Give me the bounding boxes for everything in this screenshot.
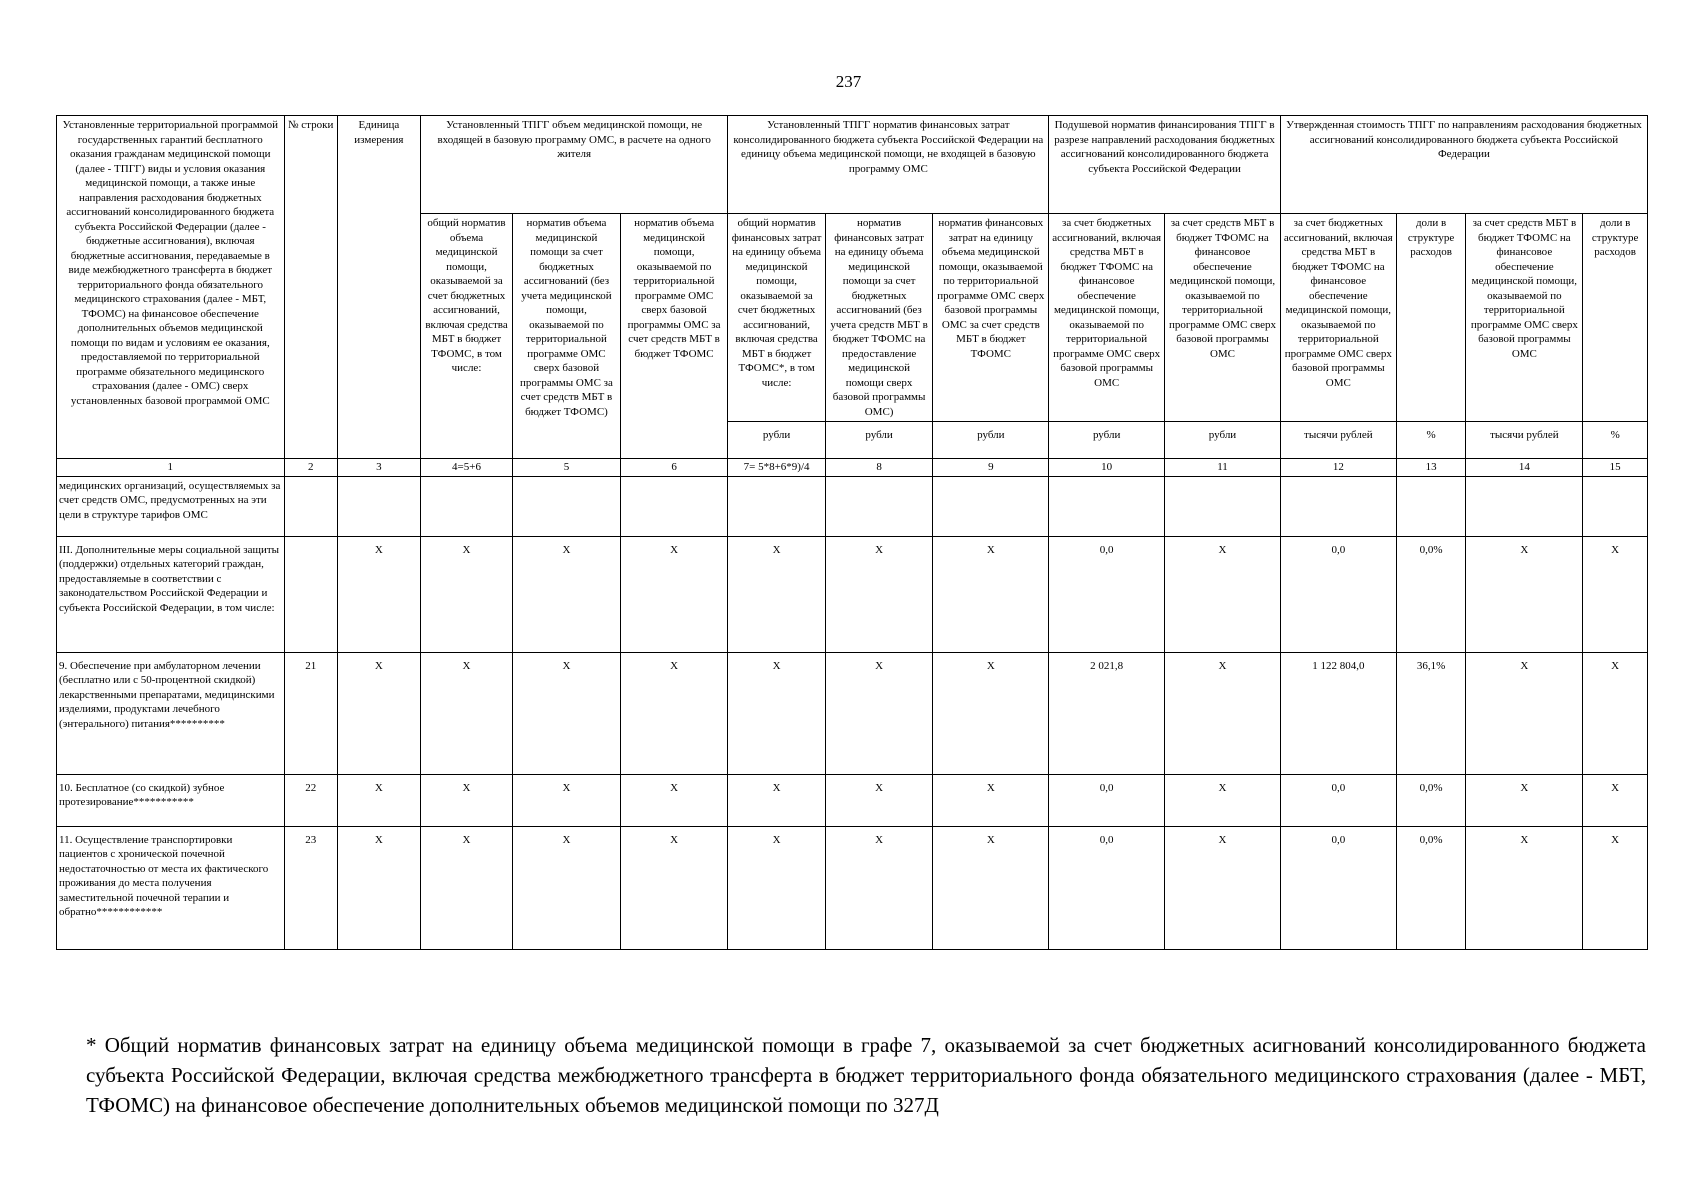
table-cell: X bbox=[728, 536, 825, 652]
table-cell bbox=[513, 476, 621, 536]
table-cell: X bbox=[728, 774, 825, 826]
column-number: 11 bbox=[1165, 459, 1281, 477]
unit-cell: тысячи рублей bbox=[1280, 422, 1396, 459]
header-col-5: норматив объема медицинской помощи за счет бюджетных ассигнований (без учета медицинской помощи, оказываемой по территориальной программе ОМС сверх базовой программы ОМС за счет средств МБТ в бюджет ТФОМС) bbox=[513, 214, 621, 459]
table-cell: X bbox=[337, 652, 420, 774]
header-col-2: № строки bbox=[284, 116, 337, 459]
column-number: 8 bbox=[825, 459, 933, 477]
table-cell bbox=[728, 476, 825, 536]
column-number: 9 bbox=[933, 459, 1049, 477]
table-cell: X bbox=[933, 826, 1049, 949]
table-cell: 0,0 bbox=[1049, 826, 1165, 949]
table-row bbox=[57, 476, 1648, 536]
table-cell: 22 bbox=[284, 774, 337, 826]
column-numbers-row bbox=[57, 459, 1648, 477]
header-col-13: доли в структуре расходов bbox=[1396, 214, 1466, 422]
table-cell: 0,0 bbox=[1280, 774, 1396, 826]
table-cell: X bbox=[1466, 652, 1583, 774]
table-cell: X bbox=[337, 774, 420, 826]
column-number: 13 bbox=[1396, 459, 1466, 477]
table-cell: X bbox=[337, 826, 420, 949]
column-number: 6 bbox=[620, 459, 728, 477]
table-cell bbox=[825, 476, 933, 536]
table-cell: X bbox=[337, 536, 420, 652]
budget-table bbox=[56, 115, 1648, 950]
table-cell: 0,0% bbox=[1396, 826, 1466, 949]
table-cell: X bbox=[933, 536, 1049, 652]
table-cell: X bbox=[825, 536, 933, 652]
header-col-3: Единица измерения bbox=[337, 116, 420, 459]
table-cell: X bbox=[825, 652, 933, 774]
table-cell: X bbox=[513, 652, 621, 774]
table-cell: X bbox=[1466, 536, 1583, 652]
table-cell: 0,0% bbox=[1396, 774, 1466, 826]
table-cell: 0,0% bbox=[1396, 536, 1466, 652]
table-cell: X bbox=[1165, 826, 1281, 949]
table-cell: X bbox=[620, 826, 728, 949]
table-cell: X bbox=[513, 774, 621, 826]
table-cell: X bbox=[620, 536, 728, 652]
table-cell: X bbox=[1466, 826, 1583, 949]
table-cell bbox=[1583, 476, 1648, 536]
unit-cell: рубли bbox=[1049, 422, 1165, 459]
row-label: III. Дополнительные меры социальной защиты (поддержки) отдельных категорий граждан, предоставляемые в соответствии с законодательством Российской Федерации и субъекта Российской Федерации, в том числе: bbox=[57, 536, 285, 652]
column-number: 4=5+6 bbox=[420, 459, 512, 477]
unit-cell: рубли bbox=[825, 422, 933, 459]
column-number: 12 bbox=[1280, 459, 1396, 477]
table-cell: 2 021,8 bbox=[1049, 652, 1165, 774]
table-cell bbox=[337, 476, 420, 536]
table-cell: X bbox=[420, 536, 512, 652]
header-col-14: за счет средств МБТ в бюджет ТФОМС на финансовое обеспечение медицинской помощи, оказываемой по территориальной программе ОМС сверх базовой программы ОМС bbox=[1466, 214, 1583, 422]
header-group-per-capita: Подушевой норматив финансирования ТПГГ в разрезе направлений расходования бюджетных ассигнований консолидированного бюджета субъекта Российской Федерации bbox=[1049, 116, 1281, 214]
header-col-12: за счет бюджетных ассигнований, включая средства МБТ в бюджет ТФОМС на финансовое обеспечение медицинской помощи, оказываемой по территориальной программе ОМС сверх базовой программы ОМС bbox=[1280, 214, 1396, 422]
table-cell bbox=[620, 476, 728, 536]
table-cell: X bbox=[420, 774, 512, 826]
unit-cell: % bbox=[1396, 422, 1466, 459]
table-cell: X bbox=[933, 652, 1049, 774]
header-col-4: общий норматив объема медицинской помощи, оказываемой за счет бюджетных ассигнований, включая средства МБТ в бюджет ТФОМС, в том числе: bbox=[420, 214, 512, 459]
column-number: 1 bbox=[57, 459, 285, 477]
table-cell bbox=[1280, 476, 1396, 536]
header-col-9: норматив финансовых затрат на единицу объема медицинской помощи, оказываемой по территориальной программе ОМС сверх базовой программы ОМС за счет средств МБТ в бюджет ТФОМС bbox=[933, 214, 1049, 422]
table-cell bbox=[1396, 476, 1466, 536]
table-cell: 1 122 804,0 bbox=[1280, 652, 1396, 774]
header-group-cost: Утвержденная стоимость ТПГГ по направлениям расходования бюджетных ассигнований консолидированного бюджета субъекта Российской Федерации bbox=[1280, 116, 1647, 214]
unit-cell: % bbox=[1583, 422, 1648, 459]
table-row bbox=[57, 536, 1648, 652]
table-cell bbox=[1049, 476, 1165, 536]
table-cell: 0,0 bbox=[1049, 774, 1165, 826]
table-cell: 0,0 bbox=[1049, 536, 1165, 652]
table-cell: 0,0 bbox=[1280, 826, 1396, 949]
table-cell: X bbox=[620, 774, 728, 826]
header-col-8: норматив финансовых затрат на единицу объема медицинской помощи за счет бюджетных ассигнований (без учета средств МБТ в бюджет ТФОМС на предоставление медицинской помощи сверх базовой программы ОМС) bbox=[825, 214, 933, 422]
table-cell bbox=[1165, 476, 1281, 536]
unit-cell: рубли bbox=[933, 422, 1049, 459]
header-col-10: за счет бюджетных ассигнований, включая средства МБТ в бюджет ТФОМС на финансовое обеспечение медицинской помощи, оказываемой по территориальной программе ОМС сверх базовой программы ОМС bbox=[1049, 214, 1165, 422]
table-cell: 0,0 bbox=[1280, 536, 1396, 652]
table-cell: X bbox=[513, 536, 621, 652]
table-row bbox=[57, 826, 1648, 949]
column-number: 3 bbox=[337, 459, 420, 477]
table-row bbox=[57, 652, 1648, 774]
table-cell: X bbox=[825, 826, 933, 949]
table-cell: X bbox=[1165, 774, 1281, 826]
table-cell: X bbox=[728, 652, 825, 774]
header-col-7: общий норматив финансовых затрат на единицу объема медицинской помощи, оказываемой за счет бюджетных ассигнований, включая средства МБТ в бюджет ТФОМС*, в том числе: bbox=[728, 214, 825, 422]
table-cell: 23 bbox=[284, 826, 337, 949]
header-col-1: Установленные территориальной программой государственных гарантий бесплатного оказания гражданам медицинской помощи (далее - ТПГГ) виды и условия оказания медицинской помощи, а также иные направления расходования бюджетных ассигнований консолидированного бюджета субъекта Российской Федерации (далее - бюджетные ассигнования), включая бюджетные ассигнования, передаваемые в виде межбюджетного трансферта в бюджет территориального фонда обязательного медицинского страхования (далее - МБТ, ТФОМС) на финансовое обеспечение дополнительных объемов медицинской помощи по видам и условиям ее оказания, предоставляемой по территориальной программе обязательного медицинского страхования (далее - ОМС) сверх установленных базовой программой ОМС bbox=[57, 116, 285, 459]
table-cell bbox=[420, 476, 512, 536]
table-cell: X bbox=[620, 652, 728, 774]
column-number: 14 bbox=[1466, 459, 1583, 477]
table-cell bbox=[284, 476, 337, 536]
header-col-11: за счет средств МБТ в бюджет ТФОМС на финансовое обеспечение медицинской помощи, оказываемой по территориальной программе ОМС сверх базовой программы ОМС bbox=[1165, 214, 1281, 422]
table-cell: X bbox=[1583, 826, 1648, 949]
table-cell: X bbox=[1165, 652, 1281, 774]
row-label: 10. Бесплатное (со скидкой) зубное протезирование*********** bbox=[57, 774, 285, 826]
column-number: 15 bbox=[1583, 459, 1648, 477]
column-number: 7= 5*8+6*9)/4 bbox=[728, 459, 825, 477]
row-label: 11. Осуществление транспортировки пациентов с хронической почечной недостаточностью от места их фактического проживания до места получения заместительной почечной терапии и обратно************ bbox=[57, 826, 285, 949]
table-cell: X bbox=[1466, 774, 1583, 826]
table-cell: 36,1% bbox=[1396, 652, 1466, 774]
table-cell bbox=[284, 536, 337, 652]
table-cell: X bbox=[1583, 774, 1648, 826]
header-col-15: доли в структуре расходов bbox=[1583, 214, 1648, 422]
row-label: 9. Обеспечение при амбулаторном лечении (бесплатно или с 50-процентной скидкой) лекарственными препаратами, медицинскими изделиями, продуктами лечебного (энтерального) питания********** bbox=[57, 652, 285, 774]
table-cell: 21 bbox=[284, 652, 337, 774]
table-cell: X bbox=[825, 774, 933, 826]
table-cell: X bbox=[728, 826, 825, 949]
table-row bbox=[57, 774, 1648, 826]
page-number: 237 bbox=[835, 72, 862, 91]
column-number: 10 bbox=[1049, 459, 1165, 477]
table-cell: X bbox=[513, 826, 621, 949]
table-cell: X bbox=[420, 652, 512, 774]
header-group-cost-norm: Установленный ТПГГ норматив финансовых затрат консолидированного бюджета субъекта Российской Федерации на единицу объема медицинской помощи, не входящей в базовую программу ОМС bbox=[728, 116, 1049, 214]
header-group-volume: Установленный ТПГГ объем медицинской помощи, не входящей в базовую программу ОМС, в расчете на одного жителя bbox=[420, 116, 728, 214]
column-number: 5 bbox=[513, 459, 621, 477]
unit-cell: рубли bbox=[1165, 422, 1281, 459]
table-cell bbox=[1466, 476, 1583, 536]
column-number: 2 bbox=[284, 459, 337, 477]
unit-cell: тысячи рублей bbox=[1466, 422, 1583, 459]
table-cell: X bbox=[1583, 652, 1648, 774]
header-row-1 bbox=[57, 116, 1648, 214]
row-label: медицинских организаций, осуществляемых за счет средств ОМС, предусмотренных на эти цели в структуре тарифов ОМС bbox=[57, 476, 285, 536]
footnote: * Общий норматив финансовых затрат на единицу объема медицинской помощи в графе 7, оказываемой за счет бюджетных асигнований консолидированного бюджета субъекта Российской Федерации, включая средства межбюджетного трансферта в бюджет территориального фонда обязательного медицинского страхования (далее - МБТ, ТФОМС) на финансовое обеспечение дополнительных объемов медицинской помощи по 327Д bbox=[86, 1033, 1646, 1117]
table-cell: X bbox=[1583, 536, 1648, 652]
unit-cell: рубли bbox=[728, 422, 825, 459]
table-cell: X bbox=[420, 826, 512, 949]
table-cell bbox=[933, 476, 1049, 536]
table-cell: X bbox=[1165, 536, 1281, 652]
table-cell: X bbox=[933, 774, 1049, 826]
header-col-6: норматив объема медицинской помощи, оказываемой по территориальной программе ОМС сверх базовой программы ОМС за счет средств МБТ в бюджет ТФОМС bbox=[620, 214, 728, 459]
